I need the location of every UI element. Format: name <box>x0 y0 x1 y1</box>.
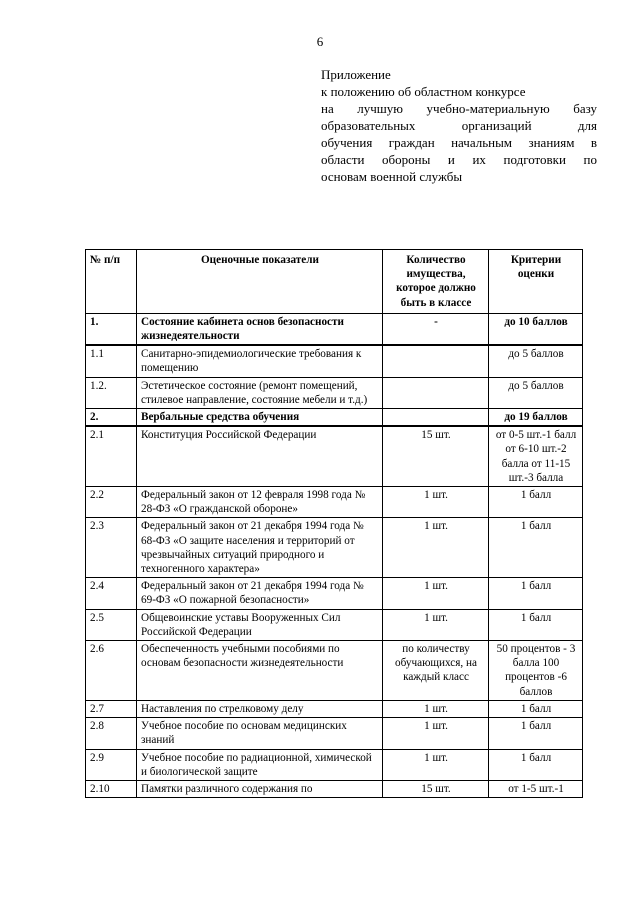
cell-criteria: 1 балл <box>489 718 583 749</box>
appendix-line: Приложение <box>321 67 391 82</box>
page-number: 6 <box>316 34 324 49</box>
cell-number: 2.3 <box>86 518 137 578</box>
cell-quantity: по количеству обучающихся, на каждый класс <box>383 641 489 701</box>
header-number: № п/п <box>86 250 137 314</box>
cell-criteria: от 1-5 шт.-1 <box>489 780 583 797</box>
cell-number: 1. <box>86 313 137 345</box>
cell-criteria: от 0-5 шт.-1 балл от 6-10 шт.-2 балла от 11-15 шт.-3 балла <box>489 426 583 486</box>
cell-criteria: 1 балл <box>489 749 583 780</box>
cell-quantity: - <box>383 313 489 345</box>
appendix-line: к положению об областном конкурсе <box>321 84 526 99</box>
cell-criteria: до 5 баллов <box>489 377 583 408</box>
cell-quantity: 15 шт. <box>383 426 489 486</box>
cell-quantity: 1 шт. <box>383 749 489 780</box>
table-row <box>86 718 583 749</box>
cell-indicator: Учебное пособие по радиационной, химической и биологической защите <box>137 749 383 780</box>
table-row <box>86 641 583 701</box>
cell-number: 1.1 <box>86 345 137 377</box>
evaluation-table <box>85 249 583 798</box>
header-indicators: Оценочные показатели <box>137 250 383 314</box>
cell-quantity: 1 шт. <box>383 518 489 578</box>
cell-criteria: 1 балл <box>489 578 583 609</box>
cell-indicator: Обеспеченность учебными пособиями по основам безопасности жизнедеятельности <box>137 641 383 701</box>
cell-criteria: 1 балл <box>489 487 583 518</box>
cell-indicator: Вербальные средства обучения <box>137 409 383 427</box>
cell-criteria: до 5 баллов <box>489 345 583 377</box>
appendix-line: образовательных организаций для <box>321 118 597 133</box>
cell-number: 1.2. <box>86 377 137 408</box>
cell-indicator: Эстетическое состояние (ремонт помещений, стилевое направление, состояние мебели и т.д.) <box>137 377 383 408</box>
cell-indicator: Состояние кабинета основ безопасности жизнедеятельности <box>137 313 383 345</box>
cell-number: 2.5 <box>86 609 137 640</box>
cell-number: 2.2 <box>86 487 137 518</box>
appendix-line: основам военной службы <box>321 169 463 184</box>
table-row <box>86 426 583 486</box>
cell-criteria: 50 процентов - 3 балла 100 процентов -6 баллов <box>489 641 583 701</box>
cell-indicator: Учебное пособие по основам медицинских знаний <box>137 718 383 749</box>
cell-quantity <box>383 377 489 408</box>
table-header-row <box>86 250 583 314</box>
cell-quantity: 1 шт. <box>383 487 489 518</box>
cell-indicator: Федеральный закон от 21 декабря 1994 года № 68-ФЗ «О защите населения и территорий от чрезвычайных ситуаций природного и техногенного характера» <box>137 518 383 578</box>
cell-quantity: 1 шт. <box>383 718 489 749</box>
table-row <box>86 609 583 640</box>
appendix-line: обучения граждан начальным знаниям в <box>321 135 597 150</box>
cell-number: 2.8 <box>86 718 137 749</box>
cell-indicator: Памятки различного содержания по <box>137 780 383 797</box>
cell-criteria: 1 балл <box>489 518 583 578</box>
cell-number: 2.9 <box>86 749 137 780</box>
table-row <box>86 749 583 780</box>
cell-indicator: Наставления по стрелковому делу <box>137 700 383 717</box>
cell-number: 2.7 <box>86 700 137 717</box>
cell-criteria: 1 балл <box>489 609 583 640</box>
table-row <box>86 377 583 408</box>
cell-number: 2.6 <box>86 641 137 701</box>
cell-number: 2.1 <box>86 426 137 486</box>
cell-quantity <box>383 345 489 377</box>
table-section-row <box>86 313 583 345</box>
table-row <box>86 700 583 717</box>
table-body <box>86 313 583 797</box>
cell-number: 2. <box>86 409 137 427</box>
cell-number: 2.10 <box>86 780 137 797</box>
cell-quantity: 1 шт. <box>383 700 489 717</box>
table-row <box>86 578 583 609</box>
cell-criteria: 1 балл <box>489 700 583 717</box>
cell-indicator: Общевоинские уставы Вооруженных Сил Российской Федерации <box>137 609 383 640</box>
table-row <box>86 345 583 377</box>
cell-quantity: 15 шт. <box>383 780 489 797</box>
appendix-line: на лучшую учебно-материальную базу <box>321 101 597 116</box>
table-row <box>86 518 583 578</box>
cell-indicator: Федеральный закон от 21 декабря 1994 года № 69-ФЗ «О пожарной безопасности» <box>137 578 383 609</box>
cell-criteria: до 19 баллов <box>489 409 583 427</box>
cell-indicator: Санитарно-эпидемиологические требования к помещению <box>137 345 383 377</box>
table-row <box>86 487 583 518</box>
table-section-row <box>86 409 583 427</box>
header-criteria: Критерии оценки <box>489 250 583 314</box>
cell-indicator: Федеральный закон от 12 февраля 1998 года № 28-ФЗ «О гражданской обороне» <box>137 487 383 518</box>
cell-quantity: 1 шт. <box>383 578 489 609</box>
table-row <box>86 780 583 797</box>
header-quantity: Количество имущества, которое должно быть в классе <box>383 250 489 314</box>
cell-criteria: до 10 баллов <box>489 313 583 345</box>
cell-quantity <box>383 409 489 427</box>
appendix-line: области обороны и их подготовки по <box>321 152 597 167</box>
cell-number: 2.4 <box>86 578 137 609</box>
cell-quantity: 1 шт. <box>383 609 489 640</box>
appendix-heading <box>321 66 597 185</box>
cell-indicator: Конституция Российской Федерации <box>137 426 383 486</box>
